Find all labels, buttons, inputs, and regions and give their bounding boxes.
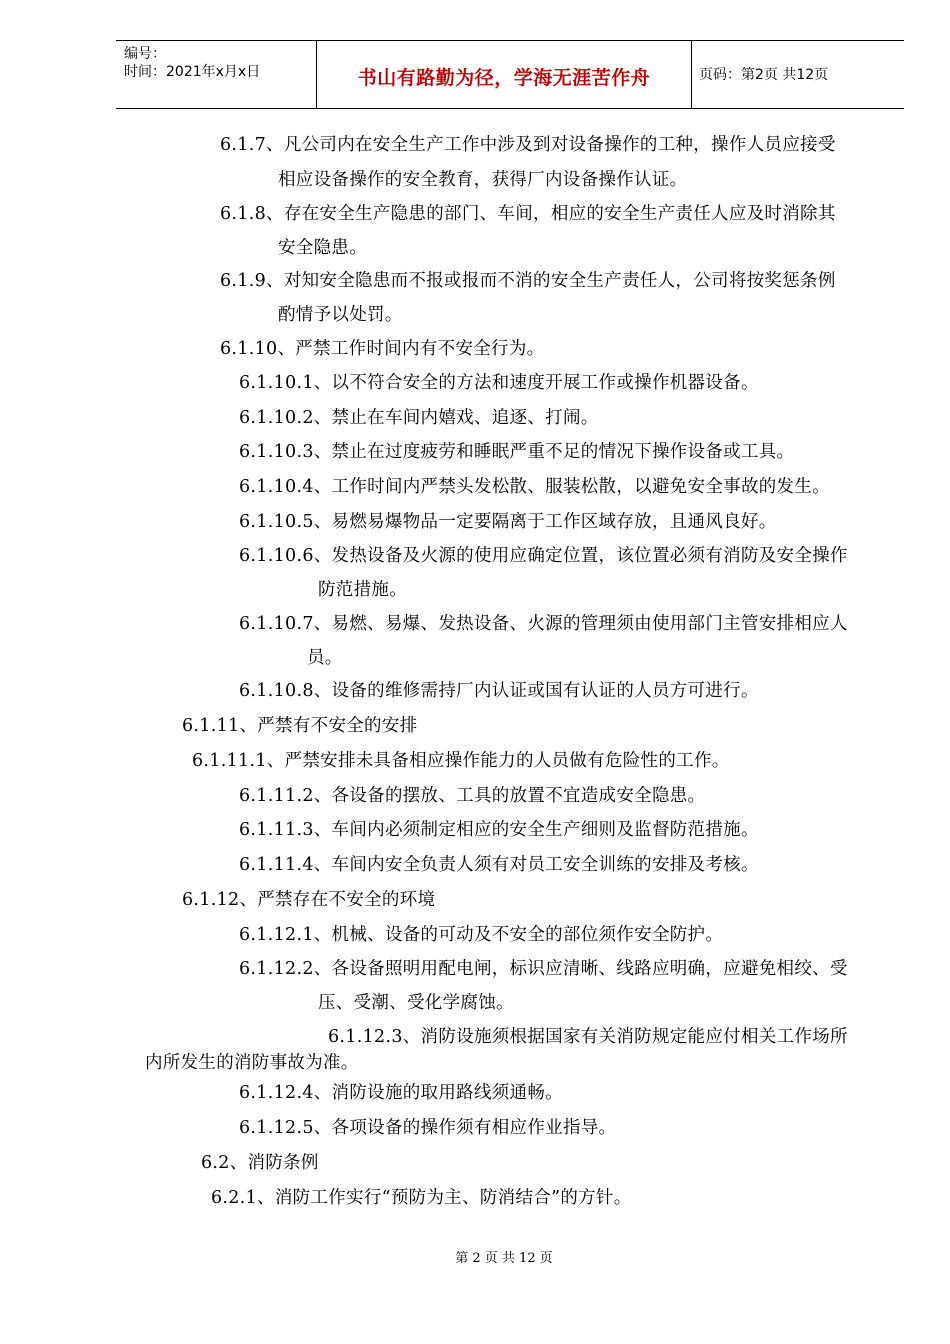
clause-6-1-10-2: 6.1.10.2、禁止在车间内嬉戏、追逐、打闹。 [239, 408, 599, 428]
clause-6-1-12-2-cont: 压、受潮、受化学腐蚀。 [318, 993, 514, 1013]
doc-time-label: 时间：2021年x月x日 [124, 64, 261, 80]
page-footer: 第 2 页 共 12 页 [455, 1251, 553, 1266]
clause-6-1-10-7-cont: 员。 [307, 648, 343, 668]
clause-6-1-8: 6.1.8、存在安全生产隐患的部门、车间，相应的安全生产责任人应及时消除其 [220, 204, 836, 224]
clause-6-1-11: 6.1.11、严禁有不安全的安排 [182, 716, 418, 736]
header-meta-cell [116, 41, 316, 108]
clause-6-1-10-3: 6.1.10.3、禁止在过度疲劳和睡眠严重不足的情况下操作设备或工具。 [239, 442, 795, 462]
clause-6-1-12-3: 6.1.12.3、消防设施须根据国家有关消防规定能应付相关工作场所 [328, 1027, 848, 1047]
clause-6-1-11-2: 6.1.11.2、各设备的摆放、工具的放置不宜造成安全隐患。 [239, 786, 706, 806]
header-page-cell [691, 41, 904, 108]
clause-6-1-10: 6.1.10、严禁工作时间内有不安全行为。 [220, 339, 545, 359]
header-page-number: 页码：第2页 共12页 [699, 67, 829, 83]
clause-6-1-12-4: 6.1.12.4、消防设施的取用路线须通畅。 [239, 1083, 563, 1103]
clause-6-1-7: 6.1.7、凡公司内在安全生产工作中涉及到对设备操作的工种，操作人员应接受 [220, 135, 836, 155]
clause-6-1-10-4: 6.1.10.4、工作时间内严禁头发松散、服装松散，以避免安全事故的发生。 [239, 477, 830, 497]
doc-code-label: 编号： [124, 46, 166, 62]
clause-6-1-10-5: 6.1.10.5、易燃易爆物品一定要隔离于工作区域存放，且通风良好。 [239, 512, 777, 532]
clause-6-1-10-7: 6.1.10.7、易燃、易爆、发热设备、火源的管理须由使用部门主管安排相应人 [239, 614, 848, 634]
clause-6-1-11-4: 6.1.11.4、车间内安全负责人须有对员工安全训练的安排及考核。 [239, 855, 759, 875]
header-motto: 书山有路勤为径，学海无涯苦作舟 [357, 67, 651, 89]
clause-6-1-8-cont: 安全隐患。 [278, 238, 367, 258]
clause-6-2-1: 6.2.1、消防工作实行“预防为主、防消结合”的方针。 [211, 1188, 632, 1208]
clause-6-1-12: 6.1.12、严禁存在不安全的环境 [182, 890, 436, 910]
clause-6-1-12-3-cont: 内所发生的消防事故为准。 [145, 1053, 359, 1073]
clause-6-1-12-1: 6.1.12.1、机械、设备的可动及不安全的部位须作安全防护。 [239, 925, 724, 945]
clause-6-1-10-6: 6.1.10.6、发热设备及火源的使用应确定位置，该位置必须有消防及安全操作 [239, 546, 848, 566]
header-motto-cell [316, 41, 692, 108]
clause-6-1-11-3: 6.1.11.3、车间内必须制定相应的安全生产细则及监督防范措施。 [239, 820, 759, 840]
clause-6-1-7-cont: 相应设备操作的安全教育，获得厂内设备操作认证。 [278, 170, 688, 190]
page-header [116, 40, 904, 109]
clause-6-1-9-cont: 酌情予以处罚。 [278, 305, 403, 325]
clause-6-1-9: 6.1.9、对知安全隐患而不报或报而不消的安全生产责任人，公司将按奖惩条例 [220, 271, 836, 291]
clause-6-1-12-5: 6.1.12.5、各项设备的操作须有相应作业指导。 [239, 1118, 617, 1138]
clause-6-1-12-2: 6.1.12.2、各设备照明用配电闸，标识应清晰、线路应明确，应避免相绞、受 [239, 959, 848, 979]
clause-6-1-10-6-cont: 防范措施。 [318, 580, 407, 600]
clause-6-1-11-1: 6.1.11.1、严禁安排未具备相应操作能力的人员做有危险性的工作。 [192, 751, 730, 771]
clause-6-1-10-8: 6.1.10.8、设备的维修需持厂内认证或国有认证的人员方可进行。 [239, 681, 759, 701]
section-6-2: 6.2、消防条例 [201, 1153, 319, 1173]
clause-6-1-10-1: 6.1.10.1、以不符合安全的方法和速度开展工作或操作机器设备。 [239, 373, 759, 393]
